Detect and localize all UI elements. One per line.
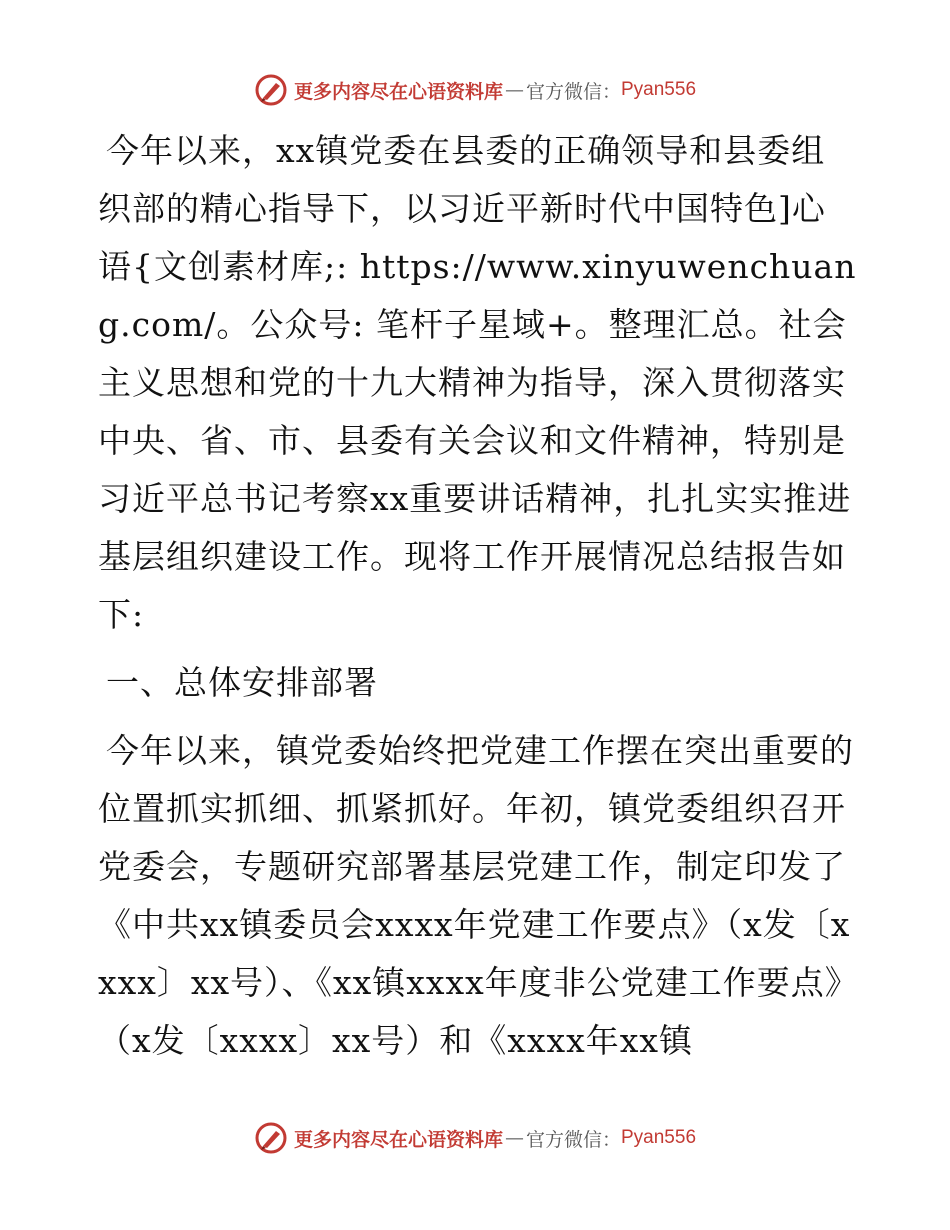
header-watermark bbox=[0, 70, 950, 110]
watermark-account: Pyan556 bbox=[621, 79, 697, 100]
watermark-label: 官方微信： bbox=[525, 80, 621, 103]
watermark-label: 官方微信： bbox=[525, 1128, 621, 1151]
watermark-main-text: 更多内容尽在心语资料库 bbox=[293, 1128, 503, 1151]
watermark-separator: — bbox=[504, 1127, 524, 1149]
pen-logo-icon bbox=[254, 73, 288, 107]
watermark-separator: — bbox=[504, 79, 524, 101]
pen-logo-icon bbox=[254, 1121, 288, 1155]
section-heading: 一、总体安排部署 bbox=[106, 663, 378, 702]
footer-watermark bbox=[0, 1118, 950, 1158]
paragraph-arrangement: 今年以来，镇党委始终把党建工作摆在突出重要的位置抓实抓细、抓紧抓好。年初，镇党委组织召开党委会，专题研究部署基层党建工作，制定印发了《中共xx镇委员会xxxx年党建工作要点》（x发〔xxxx〕xx号）、《xx镇xxxx年度非公党建工作要点》（x发〔xxxx〕xx号）和《xxxx年xx镇 bbox=[98, 731, 854, 1060]
watermark-account: Pyan556 bbox=[621, 1127, 697, 1148]
document-body bbox=[98, 122, 858, 1080]
paragraph-intro: 今年以来，xx镇党委在县委的正确领导和县委组织部的精心指导下，以习近平新时代中国特色]心语{文创素材库;: https://www.xinyuwenchuang.com/。公众号: 笔杆子星域+。整理汇总。社会主义思想和党的十九大精神为指导，深入贯彻落实中央、省、市、县委有关会议和文件精神，特别是习近平总书记考察xx重要讲话精神，扎扎实实推进基层组织建设工作。现将工作开展情况总结报告如下: bbox=[98, 131, 857, 634]
watermark-main-text: 更多内容尽在心语资料库 bbox=[293, 80, 503, 103]
